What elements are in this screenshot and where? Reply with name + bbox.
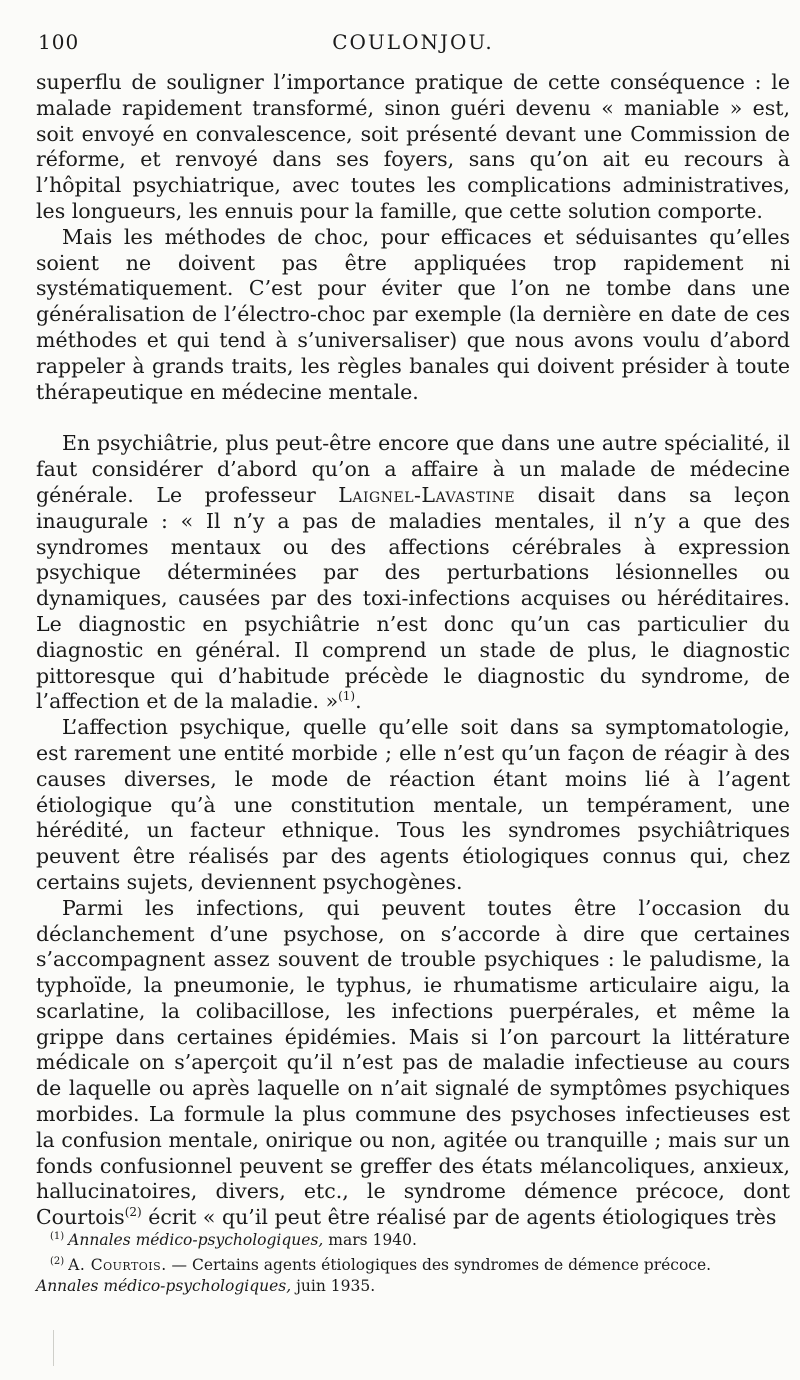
footnote-source: Annales médico-psychologiques,: [68, 1231, 324, 1250]
paragraph-end: .: [355, 689, 362, 714]
footnote-date: mars 1940.: [323, 1231, 417, 1250]
paragraph: L’affection psychique, quelle qu’elle soit dans sa symptomatologie, est rarement une entité morbide ; elle n’est qu’un façon de réagir à des causes diverses, le mode de réaction étant moins lié à l’agent étiologique qu’à une constitution mentale, un tempérament, une hérédité, un facteur ethnique. Tous les syndromes psychiâtriques peuvent être réalisés par des agents étiologiques connus qui, chez certains sujets, deviennent psychogènes.: [36, 715, 790, 894]
body-text: [36, 70, 790, 1231]
margin-line: [53, 1330, 54, 1366]
paragraph-text: En psychiâtrie, plus peut-être encore que dans une autre spécialité, il faut considérer d’abord qu’on a affaire à un malade de médecine générale. Le professeur: [36, 431, 790, 507]
footnote-2: [36, 1251, 790, 1276]
running-head: COULONJOU.: [332, 30, 494, 54]
footnote-date: juin 1935.: [291, 1277, 376, 1296]
footnote-mark: (1): [50, 1231, 65, 1242]
footnote-1: [36, 1226, 790, 1251]
footnotes: [36, 1226, 790, 1297]
paragraph: [36, 431, 790, 715]
footnote-author: A. Courtois.: [68, 1256, 167, 1275]
footnote-ref[interactable]: (2): [124, 1205, 142, 1220]
footnote-mark: (2): [50, 1256, 65, 1268]
page: [36, 0, 790, 1380]
quotation: disait dans sa leçon inaugurale : « Il n’y a pas de maladies mentales, il n’y a que des syndromes mentaux ou des affections cérébrales à expression psychique déterminées par des perturbations lésionnelles ou dynamiques, causées par des toxi-infections acquises ou héréditaires. Le diagnostic en psychiâtrie n’est donc qu’un cas particulier du diagnostic en général. Il comprend un stade de plus, le diagnostic pittoresque qui d’habitude précède le diagnostic du syndrome, de l’affection et de la maladie. »: [36, 482, 790, 714]
footnote-2-continued: [36, 1276, 790, 1297]
author-name: Laignel-Lavastine: [338, 482, 516, 507]
page-header: [36, 30, 790, 60]
footnote-text: — Certains agents étiologiques des syndromes de démence précoce.: [166, 1256, 712, 1275]
footnote-source: Annales médico-psychologiques,: [36, 1277, 292, 1296]
page-number: 100: [38, 30, 80, 54]
section-break: [36, 405, 790, 431]
paragraph: superflu de souligner l’importance pratique de cette conséquence : le malade rapidement transformé, sinon guéri devenu « maniable » est, soit envoyé en convalescence, soit présenté devant une Commission de réforme, et renvoyé dans ses foyers, sans qu’on ait eu recours à l’hôpital psychiatrique, avec toutes les complications administratives, les longueurs, les ennuis pour la famille, que cette solution comporte.: [36, 70, 790, 223]
paragraph: [36, 896, 790, 1231]
paragraph: Mais les méthodes de choc, pour efficaces et séduisantes qu’elles soient ne doivent pas être appliquées trop rapidement ni systématiquement. C’est pour éviter que l’on ne tombe dans une généralisation de l’électro-choc par exemple (la dernière en date de ces méthodes et qui tend à s’universaliser) que nous avons voulu d’abord rappeler à grands traits, les règles banales qui doivent présider à toute thérapeutique en médecine mentale.: [36, 224, 790, 404]
paragraph-text: écrit « qu’il peut être réalisé par de agents étiologiques très: [141, 1205, 777, 1230]
footnote-ref[interactable]: (1): [338, 689, 356, 704]
paragraph-text: Parmi les infections, qui peuvent toutes être l’occasion du déclanchement d’une psychose, on s’accorde à dire que certaines s’accompagnent assez souvent de trouble psychiques : le paludisme, la typhoïde, la pneumonie, le typhus, ie rhumatisme articulaire aigu, la scarlatine, la colibacillose, les infections puerpérales, et même la grippe dans certaines épidémies. Mais si l’on parcourt la littérature médicale on s’aperçoit qu’il n’est pas de maladie infectieuse au cours de laquelle ou après laquelle on n’ait signalé de symptômes psychiques morbides. La formule la plus commune des psychoses infectieuses est la confusion mentale, onirique ou non, agitée ou tranquille ; mais sur un fonds confusionnel peuvent se greffer des états mélancoliques, anxieux, hallucinatoires, divers, etc., le syndrome démence précoce, dont Courtois: [36, 895, 790, 1230]
